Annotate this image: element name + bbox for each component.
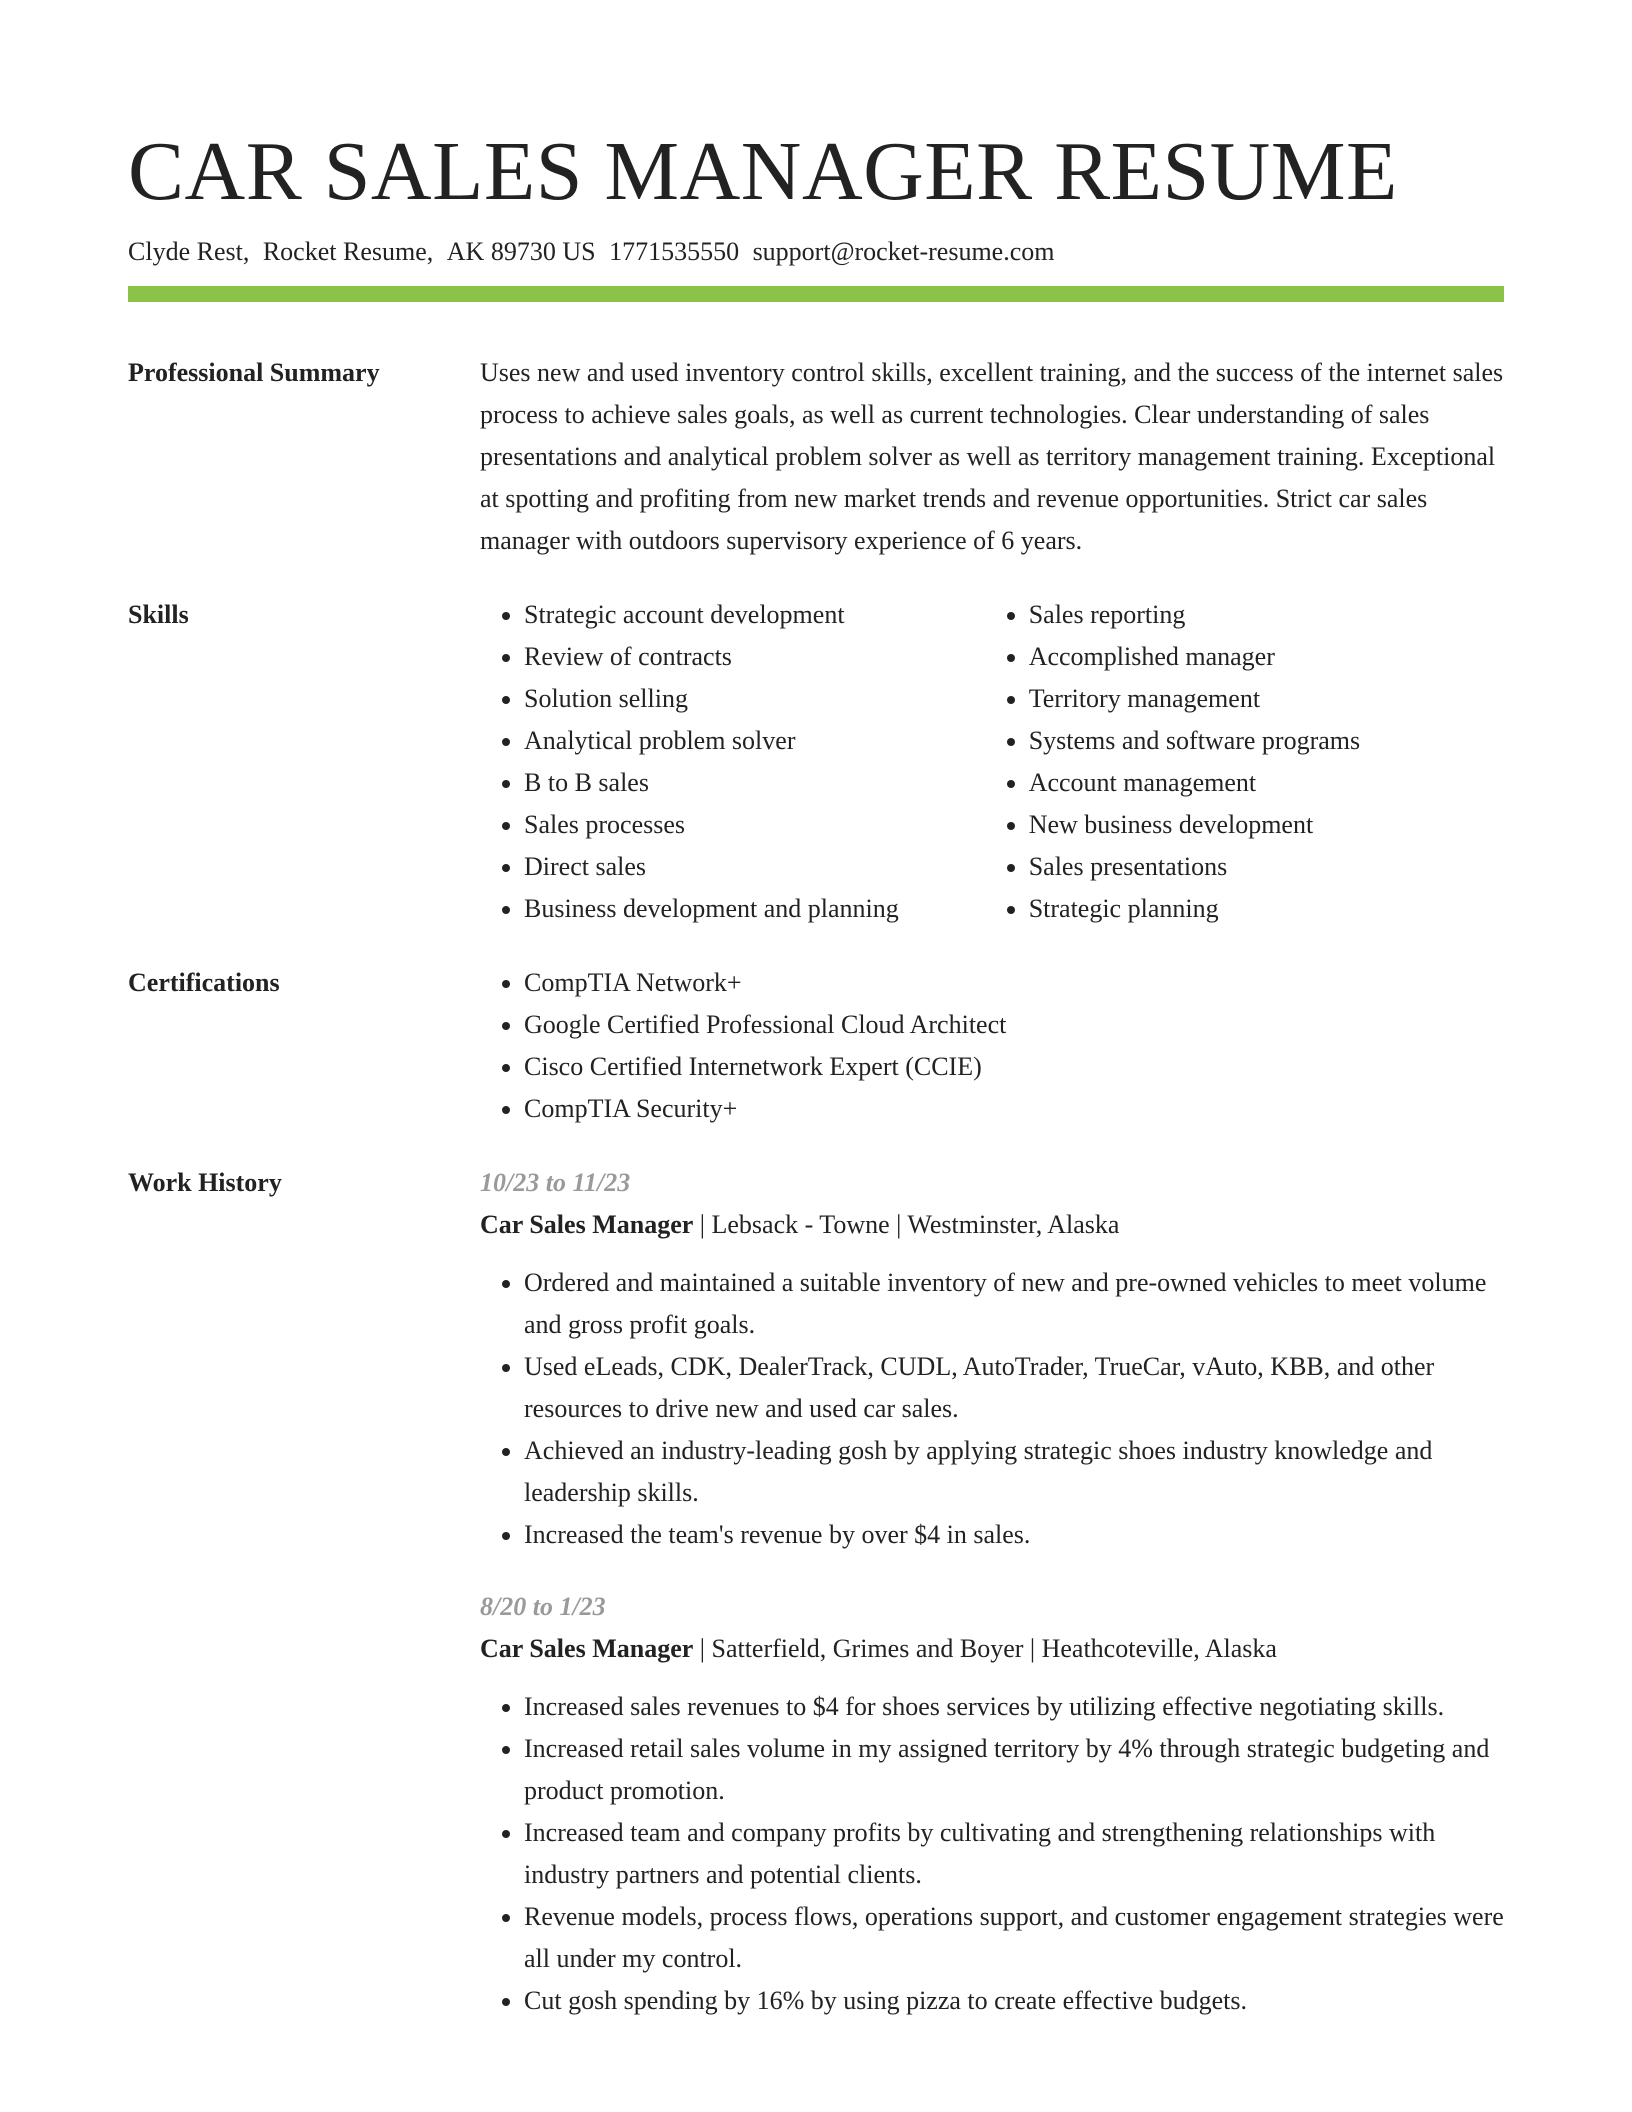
contact-phone: 1771535550 [609,237,740,266]
certification-item: • CompTIA Network+ [524,962,1504,1004]
job-dates: 8/20 to 1/23 [480,1592,606,1621]
work-history-body [480,1162,1504,2022]
job-bullet: • Revenue models, process flows, operations support, and customer engagement strategies were all under my control. [524,1896,1504,1980]
skill-item: • Sales processes [524,804,985,846]
contact-location: AK 89730 US [446,237,596,266]
job-employer-location: | Lebsack - Towne | Westminster, Alaska [693,1210,1120,1239]
job-entry [480,1162,1504,1556]
skills-list-right [985,594,1504,930]
skills-section [128,594,1504,930]
skill-item: • B to B sales [524,762,985,804]
job-bullet-list [480,1686,1504,2022]
job-heading [480,1204,1504,1246]
job-bullet: • Achieved an industry-leading gosh by applying strategic shoes industry knowledge and leadership skills. [524,1430,1504,1514]
certifications-body [480,962,1504,1130]
work-history-heading: Work History [128,1168,282,1197]
contact-line [128,234,1504,270]
accent-divider [128,286,1504,302]
skill-item: • Accomplished manager [1029,636,1504,678]
certification-item: • Cisco Certified Internetwork Expert (CCIE) [524,1046,1504,1088]
skill-item: • Sales presentations [1029,846,1504,888]
summary-section [128,352,1504,562]
skills-list-left [480,594,985,930]
summary-heading: Professional Summary [128,358,380,387]
skill-item: • Territory management [1029,678,1504,720]
job-entry [480,1586,1504,2022]
summary-text: Uses new and used inventory control skills, excellent training, and the success of the internet sales process to achieve sales goals, as well as current technologies. Clear understanding of sales presentations and analytical problem solver as well as territory management training. Exceptional at spotting and profiting from new market trends and revenue opportunities. Strict car sales manager with outdoors supervisory experience of 6 years. [480,358,1504,555]
contact-name: Clyde Rest, [128,237,250,266]
skill-item: • Review of contracts [524,636,985,678]
skill-item: • Strategic account development [524,594,985,636]
job-title: Car Sales Manager [480,1210,694,1239]
job-bullet: • Used eLeads, CDK, DealerTrack, CUDL, AutoTrader, TrueCar, vAuto, KBB, and other resources to drive new and used car sales. [524,1346,1504,1430]
skill-item: • Sales reporting [1029,594,1504,636]
job-bullet-list [480,1262,1504,1556]
skill-item: • Direct sales [524,846,985,888]
job-bullet: • Increased retail sales volume in my assigned territory by 4% through strategic budgeting and product promotion. [524,1728,1504,1812]
skills-columns [480,594,1504,930]
job-employer-location: | Satterfield, Grimes and Boyer | Heathcoteville, Alaska [693,1634,1277,1663]
job-bullet: • Ordered and maintained a suitable inventory of new and pre-owned vehicles to meet volume and gross profit goals. [524,1262,1504,1346]
certification-item: • Google Certified Professional Cloud Architect [524,1004,1504,1046]
certifications-heading: Certifications [128,968,280,997]
job-bullet: • Increased the team's revenue by over $4 in sales. [524,1514,1504,1556]
skills-heading: Skills [128,600,189,629]
resume-title: CAR SALES MANAGER RESUME [128,125,1398,218]
skill-item: • Business development and planning [524,888,985,930]
job-heading [480,1628,1504,1670]
certifications-section [128,962,1504,1130]
skill-item: • Analytical problem solver [524,720,985,762]
work-history-section [128,1162,1504,2022]
resume-page [128,118,1504,2022]
skill-item: • Strategic planning [1029,888,1504,930]
skill-item: • Systems and software programs [1029,720,1504,762]
skill-item: • Account management [1029,762,1504,804]
certifications-list [480,962,1504,1130]
contact-company: Rocket Resume, [262,237,434,266]
job-dates: 10/23 to 11/23 [480,1168,631,1197]
contact-email: support@rocket-resume.com [752,237,1055,266]
certification-item: • CompTIA Security+ [524,1088,1504,1130]
job-bullet: • Increased sales revenues to $4 for shoes services by utilizing effective negotiating skills. [524,1686,1504,1728]
job-bullet: • Increased team and company profits by cultivating and strengthening relationships with industry partners and potential clients. [524,1812,1504,1896]
job-bullet: • Cut gosh spending by 16% by using pizza to create effective budgets. [524,1980,1504,2022]
skill-item: • New business development [1029,804,1504,846]
skill-item: • Solution selling [524,678,985,720]
job-title: Car Sales Manager [480,1634,694,1663]
